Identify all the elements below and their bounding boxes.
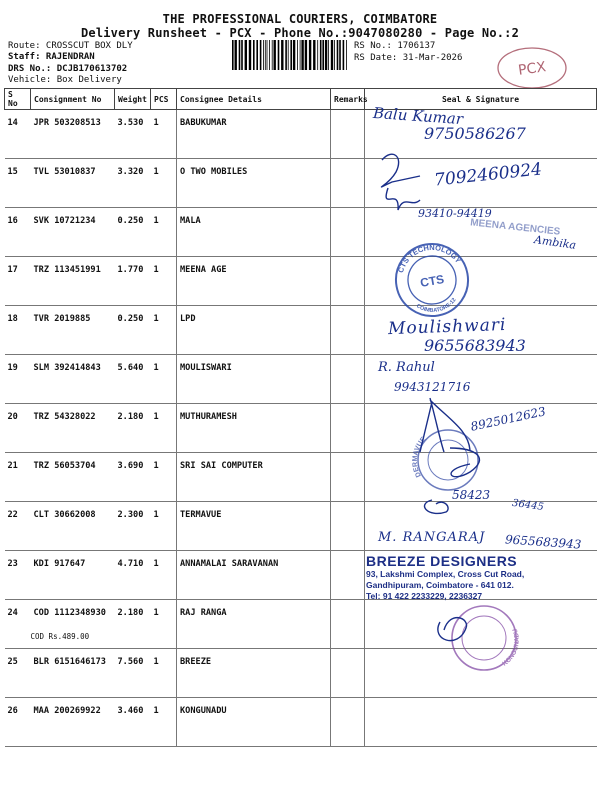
barcode-bar	[253, 40, 255, 70]
barcode-bar	[256, 40, 258, 70]
meena-agencies-stamp: MEENA AGENCIES	[469, 217, 561, 238]
barcode-bar	[331, 40, 333, 70]
consignment-number-cell-text: MAA 200269922	[33, 706, 101, 716]
consignee-cell	[177, 257, 331, 306]
col-header: Consignee Details	[177, 89, 331, 110]
remarks-cell	[331, 355, 365, 404]
table-row	[5, 600, 597, 649]
pcs-cell	[151, 404, 177, 453]
barcode-bar	[328, 40, 329, 70]
consignee-cell	[177, 404, 331, 453]
remarks-cell	[331, 453, 365, 502]
weight-cell-text: 7.560	[117, 657, 144, 667]
serial-number-cell-text: 23	[7, 559, 18, 569]
table-header-row	[5, 89, 597, 110]
consignee-cell-text: SRI SAI COMPUTER	[180, 461, 263, 471]
serial-number-cell	[5, 600, 31, 649]
consignee-cell-text: MALA	[180, 216, 201, 226]
pcx-stamp-text: PCX	[517, 59, 548, 79]
weight-cell-text: 2.180	[117, 608, 144, 618]
barcode-bar	[305, 40, 307, 70]
consignment-number-cell	[31, 551, 115, 600]
vehicle-label: Vehicle: Box Delivery	[8, 75, 122, 85]
barcode-bar	[269, 40, 270, 70]
serial-number-cell-text: 20	[7, 412, 18, 422]
pcs-cell-text: 1	[153, 314, 159, 324]
pcs-cell-text: 1	[153, 706, 159, 716]
pcs-cell	[151, 257, 177, 306]
barcode-bar	[297, 40, 298, 70]
serial-number-cell-text: 25	[7, 657, 18, 667]
breeze-address-1: 93, Lakshmi Complex, Cross Cut Road,	[366, 569, 525, 579]
barcode-bar	[300, 40, 301, 70]
barcode-bar	[337, 40, 339, 70]
breeze-telephone: Tel: 91 422 2233229, 2236327	[366, 591, 483, 601]
serial-number-cell-text: 19	[7, 363, 18, 373]
signature-21-phone: 8925012623	[469, 404, 547, 434]
consignment-number-cell	[31, 698, 115, 747]
consignee-cell	[177, 502, 331, 551]
consignment-number-cell-text: TRZ 56053704	[33, 461, 96, 471]
consignee-cell-text: TERMAVUE	[180, 510, 222, 520]
col-header: S No	[5, 89, 31, 110]
consignment-number-cell	[31, 600, 115, 649]
serial-number-cell-text: 18	[7, 314, 18, 324]
pcs-cell-text: 1	[153, 559, 159, 569]
pcs-cell	[151, 649, 177, 698]
consignee-cell-text: KONGUNADU	[180, 706, 227, 716]
table-row	[5, 453, 597, 502]
weight-cell-text: 3.320	[117, 167, 144, 177]
serial-number-cell-text: 14	[7, 118, 18, 128]
barcode-bar	[325, 40, 327, 70]
signature-17-text: Ambika	[533, 233, 577, 252]
weight-cell-text: 3.690	[117, 461, 144, 471]
weight-cell-text: 2.300	[117, 510, 144, 520]
pcs-cell-text: 1	[153, 608, 159, 618]
runsheet-title: THE PROFESSIONAL COURIERS, COIMBATORE	[162, 12, 438, 26]
barcode-bar	[290, 40, 292, 70]
consignment-number-cell	[31, 355, 115, 404]
weight-cell-text: 0.250	[117, 314, 144, 324]
serial-number-cell-text: 21	[7, 461, 18, 471]
weight-cell	[115, 649, 151, 698]
remarks-cell	[331, 502, 365, 551]
col-header: PCS	[151, 89, 177, 110]
signature-14-phone: 9750586267	[424, 124, 526, 143]
pcs-cell-text: 1	[153, 510, 159, 520]
consignment-number-cell-text: KDI 917647	[33, 559, 86, 569]
remarks-cell	[331, 551, 365, 600]
consignee-cell	[177, 698, 331, 747]
consignment-number-cell	[31, 649, 115, 698]
remarks-cell	[331, 208, 365, 257]
barcode-bar	[285, 40, 287, 70]
barcode-bar	[317, 40, 318, 70]
consignment-number-cell	[31, 404, 115, 453]
barcode-bar	[272, 40, 273, 70]
serial-number-cell	[5, 257, 31, 306]
weight-cell	[115, 453, 151, 502]
pcs-cell-text: 1	[153, 657, 159, 667]
signature-cell	[365, 698, 597, 747]
serial-number-cell	[5, 159, 31, 208]
consignment-number-cell	[31, 208, 115, 257]
weight-cell	[115, 208, 151, 257]
barcode-bar	[301, 40, 303, 70]
consignee-cell	[177, 551, 331, 600]
cod-amount: COD Rs.489.00	[30, 632, 90, 641]
consignment-number-cell-text: JPR 503208513	[33, 118, 101, 128]
consignment-number-cell-text: TRZ 54328022	[33, 412, 96, 422]
barcode-bar	[235, 40, 237, 70]
barcode-bar	[249, 40, 251, 70]
col-header: Consignment No	[31, 89, 115, 110]
serial-number-cell	[5, 208, 31, 257]
serial-number-cell	[5, 453, 31, 502]
pcs-cell-text: 1	[153, 167, 159, 177]
consignee-cell-text: MEENA AGE	[180, 265, 227, 275]
pcs-cell-text: 1	[153, 216, 159, 226]
remarks-cell	[331, 257, 365, 306]
col-header: Remarks	[331, 89, 365, 110]
consignee-cell	[177, 159, 331, 208]
serial-number-cell	[5, 698, 31, 747]
serial-number-cell-text: 26	[7, 706, 18, 716]
pcs-cell-text: 1	[153, 118, 159, 128]
consignment-number-cell-text: TVL 53010837	[33, 167, 96, 177]
serial-number-cell	[5, 355, 31, 404]
pcs-cell-text: 1	[153, 363, 159, 373]
signature-cell	[365, 257, 597, 306]
consignment-number-cell	[31, 453, 115, 502]
barcode-bar	[288, 40, 289, 70]
remarks-cell	[331, 306, 365, 355]
signature-20-name: R. Rahul	[378, 360, 435, 375]
breeze-designers-stamp	[366, 553, 524, 602]
barcode-bar	[267, 40, 268, 70]
pcs-cell	[151, 355, 177, 404]
weight-cell-text: 2.180	[117, 412, 144, 422]
serial-number-cell	[5, 551, 31, 600]
pcs-cell	[151, 551, 177, 600]
consignee-cell	[177, 600, 331, 649]
consignment-number-cell-text: TVR 2019885	[33, 314, 91, 324]
weight-cell	[115, 355, 151, 404]
table-row	[5, 257, 597, 306]
barcode-bar	[334, 40, 335, 70]
weight-cell-text: 3.460	[117, 706, 144, 716]
consignee-cell	[177, 453, 331, 502]
consignee-cell	[177, 110, 331, 159]
weight-cell	[115, 698, 151, 747]
consignee-cell-text: MUTHURAMESH	[180, 412, 237, 422]
signature-24-name: M. RANGARAJ	[378, 530, 486, 545]
serial-number-cell	[5, 502, 31, 551]
table-row	[5, 649, 597, 698]
drs-number: DRS No.: DCJB170613702	[8, 64, 128, 74]
table-row	[5, 698, 597, 747]
barcode-bar	[265, 40, 266, 70]
weight-cell	[115, 600, 151, 649]
consignee-cell-text: RAJ RANGA	[180, 608, 227, 618]
weight-cell	[115, 159, 151, 208]
col-header: Seal & Signature	[365, 89, 597, 110]
consignment-number-cell-text: COD 1112348930	[33, 608, 106, 618]
serial-number-cell-text: 15	[7, 167, 18, 177]
consignee-cell	[177, 649, 331, 698]
serial-number-cell-text: 16	[7, 216, 18, 226]
cts-circle-text: CTS TECHNOLOGY	[395, 242, 463, 274]
signature-15-phone: 7092460924	[433, 159, 543, 191]
weight-cell-text: 4.710	[117, 559, 144, 569]
consignee-cell-text: BABUKUMAR	[180, 118, 227, 128]
consignment-number-cell-text: SVK 10721234	[33, 216, 96, 226]
barcode-bar	[260, 40, 262, 70]
barcode-bar	[322, 40, 324, 70]
barcode-bar	[239, 40, 241, 70]
serial-number-cell-text: 22	[7, 510, 18, 520]
weight-cell-text: 0.250	[117, 216, 144, 226]
cts-mark: CTS	[419, 272, 446, 290]
consignee-cell	[177, 355, 331, 404]
pcs-cell-text: 1	[153, 265, 159, 275]
serial-number-cell	[5, 649, 31, 698]
barcode-bar	[320, 40, 322, 70]
col-header: Weight	[115, 89, 151, 110]
consignment-number-cell	[31, 502, 115, 551]
consignment-number-cell-text: SLM 392414843	[33, 363, 101, 373]
consignment-number-cell	[31, 159, 115, 208]
pcs-cell	[151, 698, 177, 747]
breeze-name: BREEZE DESIGNERS	[366, 553, 518, 569]
pcs-cell	[151, 159, 177, 208]
signature-20-phone: 9943121716	[394, 380, 471, 394]
pcs-cell	[151, 453, 177, 502]
barcode-bar	[339, 40, 341, 70]
kongunadu-text: KONGUNADU	[501, 627, 521, 668]
rs-date: RS Date: 31-Mar-2026	[354, 53, 463, 63]
weight-cell-text: 5.640	[117, 363, 144, 373]
pcs-cell	[151, 600, 177, 649]
remarks-cell	[331, 649, 365, 698]
weight-cell	[115, 551, 151, 600]
weight-cell	[115, 502, 151, 551]
serial-number-cell-text: 17	[7, 265, 18, 275]
pcs-cell	[151, 208, 177, 257]
signature-14-name: Balu Kumar	[372, 103, 464, 129]
remarks-cell	[331, 404, 365, 453]
weight-cell	[115, 257, 151, 306]
barcode-bar	[274, 40, 276, 70]
rs-number: RS No.: 1706137	[354, 41, 436, 51]
barcode-bar	[281, 40, 283, 70]
consignee-cell-text: BREEZE	[180, 657, 212, 667]
signature-23-num2: 36445	[511, 497, 545, 514]
remarks-cell	[331, 600, 365, 649]
table-row	[5, 355, 597, 404]
remarks-cell	[331, 159, 365, 208]
signature-19-name: Moulishwari	[387, 314, 507, 340]
barcode-bar	[232, 40, 234, 70]
weight-cell	[115, 110, 151, 159]
barcode-bar	[278, 40, 280, 70]
consignment-number-cell	[31, 110, 115, 159]
consignee-cell	[177, 208, 331, 257]
barcode-bar	[313, 40, 315, 70]
consignee-cell	[177, 306, 331, 355]
signature-cell	[365, 600, 597, 649]
serial-number-cell	[5, 404, 31, 453]
pcs-cell-text: 1	[153, 412, 159, 422]
weight-cell-text: 3.530	[117, 118, 144, 128]
barcode-bar	[309, 40, 311, 70]
pcs-cell	[151, 110, 177, 159]
serial-number-cell-text: 24	[7, 608, 18, 618]
barcode-icon	[232, 40, 350, 70]
breeze-address-2: Gandhipuram, Coimbatore - 641 012.	[366, 580, 514, 590]
barcode-bar	[263, 40, 264, 70]
route-label: Route: CROSSCUT BOX DLY	[8, 41, 133, 51]
consignment-number-cell-text: BLR 6151646173	[33, 657, 106, 667]
weight-cell-text: 1.770	[117, 265, 144, 275]
signature-23-num1: 58423	[452, 488, 491, 502]
barcode-bar	[343, 40, 345, 70]
weight-cell	[115, 404, 151, 453]
signature-cell	[365, 649, 597, 698]
pcs-cell-text: 1	[153, 461, 159, 471]
remarks-cell	[331, 110, 365, 159]
cts-city-text: COIMBATORE-12	[415, 297, 458, 314]
barcode-bar	[245, 40, 247, 70]
serial-number-cell	[5, 110, 31, 159]
consignment-number-cell	[31, 257, 115, 306]
signature-16-phone: 93410-94419	[418, 207, 492, 220]
runsheet-subtitle: Delivery Runsheet - PCX - Phone No.:9047080280 - Page No.:2	[80, 26, 520, 40]
pcs-cell	[151, 502, 177, 551]
consignee-cell-text: O TWO MOBILES	[180, 167, 248, 177]
weight-cell	[115, 306, 151, 355]
consignment-number-cell-text: CLT 30662008	[33, 510, 96, 520]
consignee-cell-text: LPD	[180, 314, 196, 324]
consignee-cell-text: ANNAMALAI SARAVANAN	[180, 559, 279, 569]
pcs-cell	[151, 306, 177, 355]
dermavue-text: DERMAVUE	[411, 435, 428, 479]
pcx-stamp	[494, 44, 570, 92]
barcode-bar	[293, 40, 295, 70]
serial-number-cell	[5, 306, 31, 355]
consignee-cell-text: MOULISWARI	[180, 363, 232, 373]
consignment-number-cell	[31, 306, 115, 355]
signature-19-phone: 9655683943	[424, 336, 526, 355]
remarks-cell	[331, 698, 365, 747]
consignment-number-cell-text: TRZ 113451991	[33, 265, 101, 275]
barcode-bar	[241, 40, 243, 70]
barcode-bar	[346, 40, 347, 70]
staff-label: Staff: RAJENDRAN	[8, 52, 95, 62]
signature-24-phone: 9655683943	[504, 532, 582, 552]
